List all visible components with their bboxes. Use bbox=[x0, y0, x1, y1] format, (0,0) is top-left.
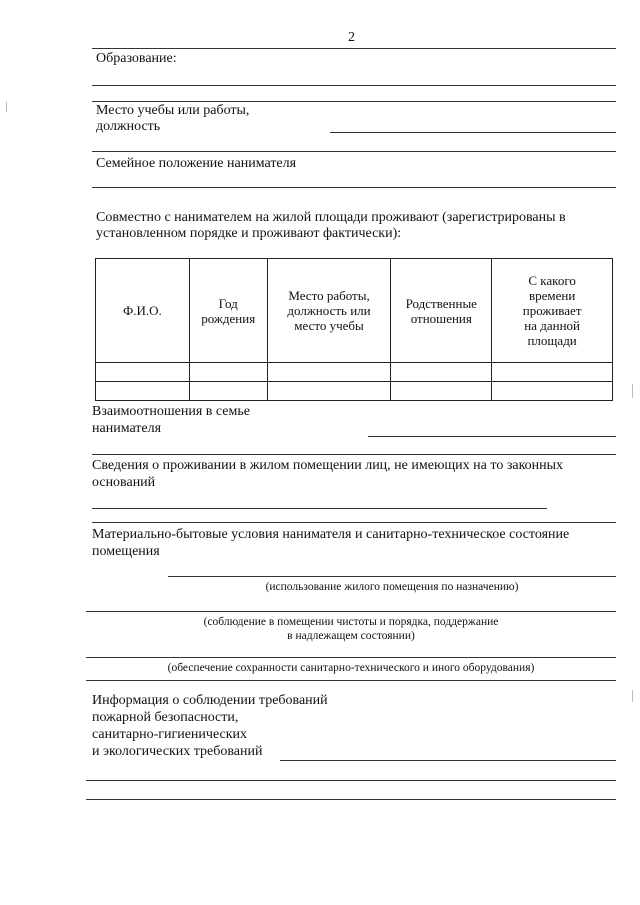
page-number: 2 bbox=[348, 30, 355, 45]
education-label: Образование: bbox=[96, 51, 177, 66]
family-status-label: Семейное положение нанимателя bbox=[96, 156, 297, 171]
unlawful-residents-answer-line[interactable] bbox=[92, 508, 547, 509]
table-cell[interactable] bbox=[267, 382, 391, 401]
scan-mark-left bbox=[6, 102, 7, 112]
header-fio bbox=[96, 259, 190, 363]
safety-answer-line-3[interactable] bbox=[86, 799, 616, 800]
unlawful-residents-label-line1: Сведения о проживании в жилом помещении лиц, не имеющих на то законных bbox=[92, 458, 564, 473]
header-relation-l2: отношения bbox=[410, 310, 472, 326]
safety-info-label-line2: пожарной безопасности, bbox=[92, 710, 239, 725]
safety-answer-line-2[interactable] bbox=[86, 780, 616, 781]
study-work-answer-line[interactable] bbox=[330, 132, 616, 133]
table-cell[interactable] bbox=[189, 382, 267, 401]
header-since-l5: площади bbox=[527, 333, 577, 348]
table-cell[interactable] bbox=[96, 382, 190, 401]
header-workplace-l3: место учебы bbox=[294, 318, 364, 333]
usage-answer-line[interactable] bbox=[168, 576, 616, 577]
safety-info-label-line4: и экологических требований bbox=[92, 744, 263, 759]
family-relations-answer-line[interactable] bbox=[368, 436, 616, 437]
header-workplace bbox=[267, 259, 391, 363]
scan-mark-right bbox=[632, 384, 633, 398]
safety-answer-line-1[interactable] bbox=[280, 760, 616, 761]
rule-study-top bbox=[92, 101, 616, 102]
header-relation bbox=[391, 259, 492, 363]
table-cell[interactable] bbox=[492, 382, 613, 401]
header-since-l1: С какого bbox=[528, 273, 576, 288]
study-work-label-line1: Место учебы или работы, bbox=[96, 103, 250, 118]
table-cell[interactable] bbox=[492, 363, 613, 382]
living-conditions-label-line1: Материально-бытовые условия нанимателя и санитарно-техническое состояние bbox=[92, 527, 570, 542]
cohabitants-intro-line1: Совместно с нанимателем на жилой площади проживают (зарегистрированы в bbox=[96, 210, 566, 225]
safety-info-label-line1: Информация о соблюдении требований bbox=[92, 693, 328, 708]
header-birth-year-l1: Год bbox=[218, 295, 238, 311]
caption-cleanliness-line1: (соблюдение в помещении чистоты и порядка, поддержание bbox=[203, 616, 499, 628]
family-relations-label-line2: нанимателя bbox=[92, 421, 162, 436]
education-answer-line[interactable] bbox=[92, 85, 616, 86]
table-row bbox=[96, 363, 613, 382]
table-cell[interactable] bbox=[391, 363, 492, 382]
caption-usage: (использование жилого помещения по назначению) bbox=[265, 581, 519, 593]
table-header-row bbox=[96, 259, 613, 363]
unlawful-residents-label-line2: оснований bbox=[92, 475, 156, 490]
header-since-l3: проживает bbox=[522, 303, 582, 318]
header-workplace-l2: должность или bbox=[287, 303, 371, 318]
family-status-answer-line[interactable] bbox=[92, 187, 616, 188]
table-row bbox=[96, 382, 613, 401]
family-relations-label-line1: Взаимоотношения в семье bbox=[92, 404, 250, 419]
table-cell[interactable] bbox=[267, 363, 391, 382]
safety-info-label-line3: санитарно-гигиенических bbox=[92, 727, 248, 742]
rule-top bbox=[92, 48, 616, 49]
living-conditions-label-line2: помещения bbox=[92, 544, 160, 559]
header-relation-l1: Родственные bbox=[405, 295, 477, 311]
header-birth-year bbox=[189, 259, 267, 363]
cleanliness-answer-line[interactable] bbox=[86, 611, 616, 612]
header-since-l4: на данной bbox=[524, 318, 580, 333]
table-cell[interactable] bbox=[189, 363, 267, 382]
residents-table bbox=[95, 258, 613, 401]
caption-equipment: (обеспечение сохранности санитарно-технического и иного оборудования) bbox=[167, 662, 535, 674]
caption-cleanliness-line2: в надлежащем состоянии) bbox=[287, 630, 415, 642]
header-since-l2: времени bbox=[528, 288, 576, 303]
table-cell[interactable] bbox=[391, 382, 492, 401]
header-fio-text: Ф.И.О. bbox=[122, 303, 162, 318]
table-cell[interactable] bbox=[96, 363, 190, 382]
scan-mark-right-lower bbox=[632, 690, 633, 702]
header-workplace-l1: Место работы, bbox=[288, 288, 370, 303]
header-since bbox=[492, 259, 613, 363]
header-birth-year-l2: рождения bbox=[201, 310, 256, 326]
rule-family-top bbox=[92, 151, 616, 152]
rule-unlawful-top bbox=[92, 454, 616, 455]
rule-conditions-top bbox=[92, 522, 616, 523]
study-work-label-line2: должность bbox=[96, 119, 161, 134]
cohabitants-intro-line2: установленном порядке и проживают фактически): bbox=[96, 226, 402, 241]
equipment-answer-line[interactable] bbox=[86, 657, 616, 658]
rule-safety-top bbox=[86, 680, 616, 681]
